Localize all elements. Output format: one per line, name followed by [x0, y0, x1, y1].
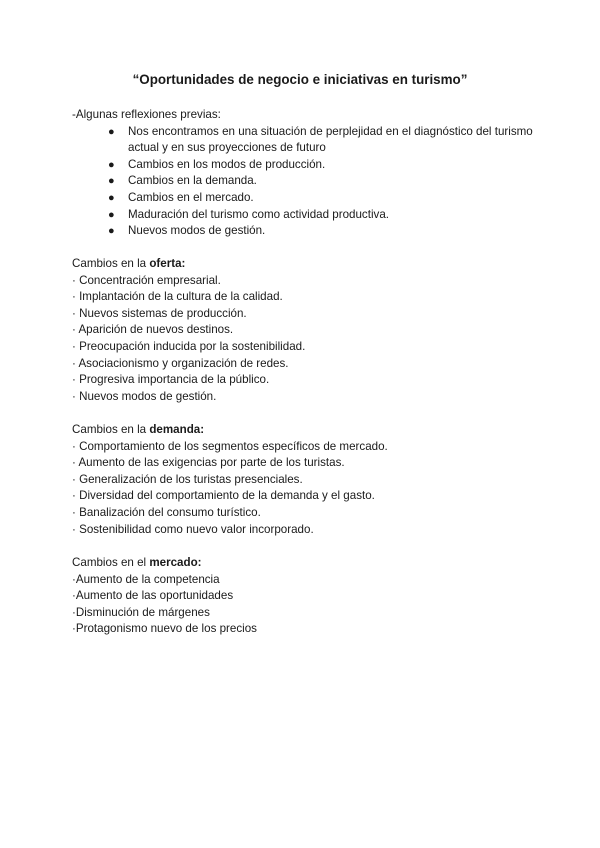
intro-bullet-item — [108, 223, 542, 240]
demanda-section — [72, 422, 542, 538]
mercado-item: ·Protagonismo nuevo de los precios — [72, 622, 257, 636]
intro-bullet-item — [108, 173, 542, 190]
intro-bullet-list — [72, 124, 542, 240]
oferta-item: · Nuevos sistemas de producción. — [72, 306, 247, 320]
oferta-heading — [72, 256, 542, 273]
oferta-item: · Implantación de la cultura de la calidad. — [72, 290, 283, 304]
intro-bullet-text: Maduración del turismo como actividad productiva. — [128, 207, 389, 221]
intro-bullet-text: Nuevos modos de gestión. — [128, 224, 266, 238]
intro-bullet-text: Cambios en la demanda. — [128, 174, 257, 188]
demanda-heading-keyword: demanda: — [149, 423, 205, 436]
oferta-heading-keyword: oferta: — [149, 257, 186, 270]
demanda-heading — [72, 422, 542, 439]
oferta-section — [72, 256, 542, 405]
mercado-item: ·Disminución de márgenes — [72, 605, 210, 619]
oferta-heading-prefix: Cambios en la — [72, 257, 150, 270]
intro-bullet-item — [108, 207, 542, 224]
mercado-section — [72, 555, 542, 638]
oferta-item: · Asociacionismo y organización de redes. — [72, 356, 289, 370]
intro-bullet-text: Nos encontramos en una situación de perplejidad en el diagnóstico del turismo actual y en sus proyecciones de futuro — [128, 124, 533, 155]
mercado-heading — [72, 555, 542, 572]
bullet-icon: ● — [108, 191, 115, 204]
bullet-icon: ● — [108, 208, 115, 221]
intro-bullet-item — [108, 190, 542, 207]
intro-bullet-text: Cambios en los modos de producción. — [128, 157, 326, 171]
intro-section — [72, 107, 542, 240]
bullet-icon: ● — [108, 175, 115, 188]
demanda-item: · Banalización del consumo turístico. — [72, 505, 261, 519]
document-title: “Oportunidades de negocio e iniciativas en turismo” — [132, 72, 468, 87]
demanda-item: · Sostenibilidad como nuevo valor incorporado. — [72, 522, 314, 536]
bullet-icon: ● — [108, 225, 115, 238]
mercado-item: ·Aumento de la competencia — [72, 572, 220, 586]
oferta-item: · Aparición de nuevos destinos. — [72, 323, 234, 337]
oferta-item: · Concentración empresarial. — [72, 273, 221, 287]
intro-bullet-text: Cambios en el mercado. — [128, 190, 254, 204]
mercado-heading-prefix: Cambios en el — [72, 556, 150, 569]
demanda-item: · Aumento de las exigencias por parte de los turistas. — [72, 456, 345, 470]
mercado-item: ·Aumento de las oportunidades — [72, 589, 234, 603]
intro-heading: -Algunas reflexiones previas: — [72, 108, 221, 121]
demanda-item: · Generalización de los turistas presenciales. — [72, 472, 303, 486]
demanda-item: · Diversidad del comportamiento de la demanda y el gasto. — [72, 489, 375, 503]
bullet-icon: ● — [108, 125, 115, 138]
oferta-item: · Nuevos modos de gestión. — [72, 389, 217, 403]
mercado-heading-keyword: mercado: — [149, 556, 202, 569]
intro-bullet-item — [108, 124, 542, 157]
intro-bullet-item — [108, 157, 542, 174]
oferta-item: · Progresiva importancia de la público. — [72, 373, 270, 387]
demanda-item: · Comportamiento de los segmentos específicos de mercado. — [72, 439, 388, 453]
bullet-icon: ● — [108, 158, 115, 171]
oferta-item: · Preocupación inducida por la sostenibilidad. — [72, 339, 306, 353]
demanda-heading-prefix: Cambios en la — [72, 423, 150, 436]
